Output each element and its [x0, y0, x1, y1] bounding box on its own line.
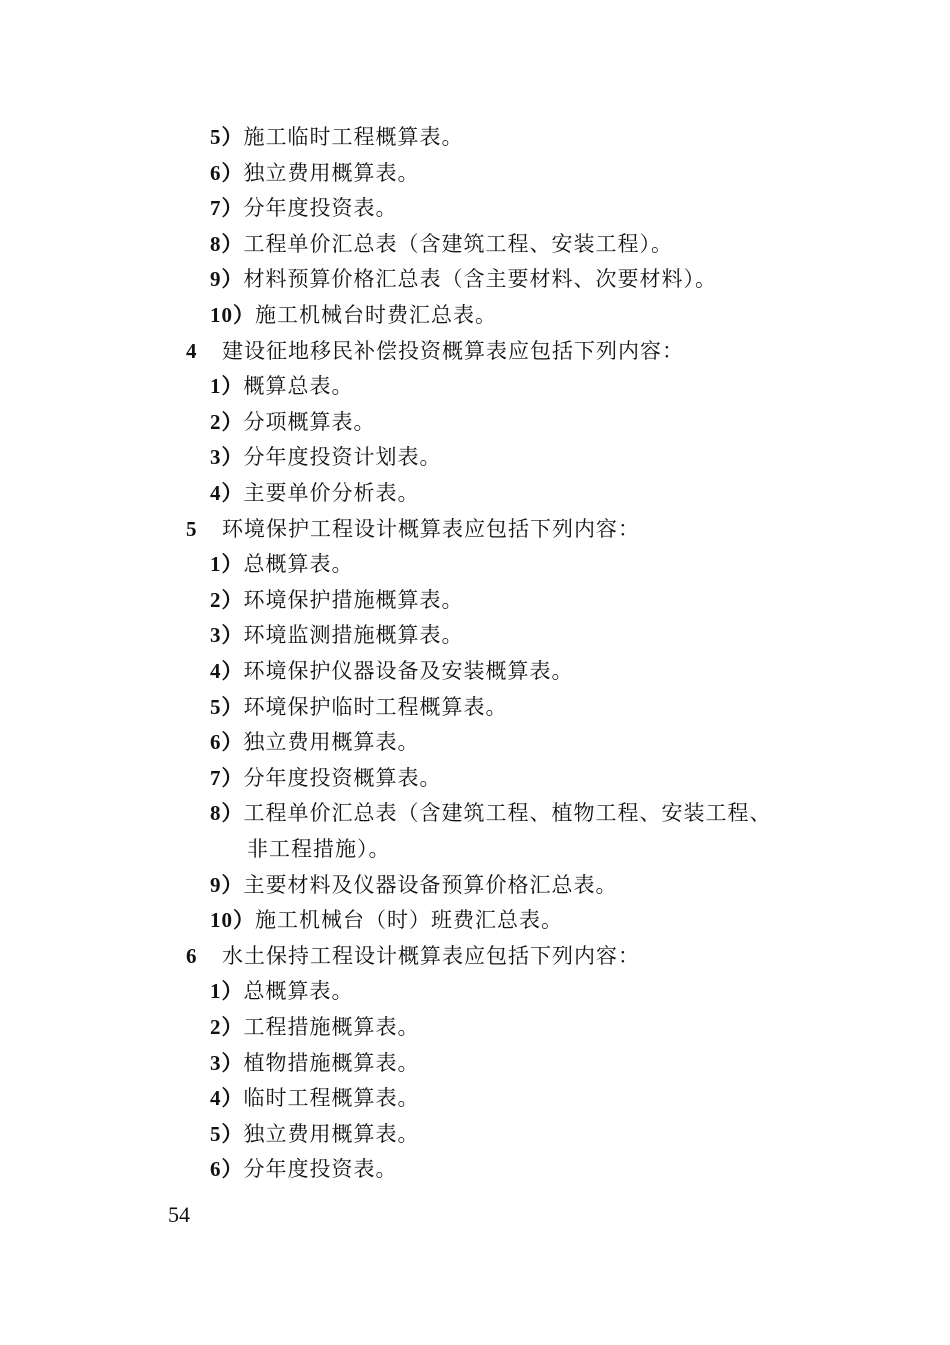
list-text: 主要单价分析表。 [243, 481, 420, 505]
list-item [210, 442, 442, 472]
list-text: 工程单价汇总表（含建筑工程、植物工程、安装工程、 [243, 801, 772, 825]
list-item [210, 1083, 420, 1113]
list-number: 6） [210, 161, 244, 185]
list-number: 10） [210, 908, 255, 932]
list-text: 植物措施概算表。 [243, 1051, 420, 1075]
list-number: 4） [210, 481, 244, 505]
list-item [210, 371, 354, 401]
list-item [210, 264, 717, 294]
list-number: 5 [186, 517, 198, 541]
list-item [210, 193, 398, 223]
section-heading [186, 941, 640, 971]
list-text: 概算总表。 [243, 374, 354, 398]
list-item [210, 585, 464, 615]
list-item [210, 656, 574, 686]
list-number: 10） [210, 303, 255, 327]
list-text: 分项概算表。 [243, 410, 376, 434]
list-text: 施工机械台时费汇总表。 [255, 303, 497, 327]
list-text: 临时工程概算表。 [243, 1086, 420, 1110]
list-text: 分年度投资表。 [243, 196, 398, 220]
page-number: 54 [168, 1202, 190, 1227]
list-number: 1） [210, 552, 244, 576]
list-number: 7） [210, 766, 244, 790]
list-text: 环境监测措施概算表。 [243, 623, 464, 647]
list-item [210, 905, 563, 935]
list-text: 建设征地移民补偿投资概算表应包括下列内容： [222, 339, 684, 363]
list-number: 4） [210, 659, 244, 683]
list-number: 1） [210, 374, 244, 398]
list-item [210, 158, 420, 188]
list-number: 2） [210, 588, 244, 612]
list-text: 独立费用概算表。 [243, 1122, 420, 1146]
list-item [210, 122, 464, 152]
list-number: 5） [210, 125, 244, 149]
list-text: 环境保护措施概算表。 [243, 588, 464, 612]
list-number: 6 [186, 944, 198, 968]
list-number: 2） [210, 410, 244, 434]
section-heading [186, 514, 640, 544]
list-item [210, 870, 618, 900]
list-number: 8） [210, 801, 244, 825]
list-item [210, 1154, 398, 1184]
list-text: 非工程措施）。 [247, 837, 391, 861]
list-text: 独立费用概算表。 [243, 730, 420, 754]
list-text: 分年度投资计划表。 [243, 445, 442, 469]
list-number: 3） [210, 445, 244, 469]
list-item [210, 478, 420, 508]
list-text: 材料预算价格汇总表（含主要材料、次要材料）。 [243, 267, 717, 291]
list-item [210, 1119, 420, 1149]
list-number: 9） [210, 267, 244, 291]
list-text: 环境保护临时工程概算表。 [243, 695, 508, 719]
list-text: 独立费用概算表。 [243, 161, 420, 185]
list-item-continuation [247, 834, 391, 864]
list-number: 3） [210, 623, 244, 647]
list-text: 总概算表。 [243, 979, 354, 1003]
list-item [210, 549, 354, 579]
list-number: 7） [210, 196, 244, 220]
list-text: 环境保护仪器设备及安装概算表。 [243, 659, 574, 683]
list-text: 环境保护工程设计概算表应包括下列内容： [222, 517, 640, 541]
list-number: 5） [210, 695, 244, 719]
list-number: 6） [210, 1157, 244, 1181]
list-item [210, 1012, 420, 1042]
list-number: 8） [210, 232, 244, 256]
list-text: 分年度投资概算表。 [243, 766, 442, 790]
list-item [210, 763, 442, 793]
list-item [210, 727, 420, 757]
list-item [210, 620, 464, 650]
list-item [210, 798, 772, 828]
list-number: 4） [210, 1086, 244, 1110]
list-number: 5） [210, 1122, 244, 1146]
list-number: 9） [210, 873, 244, 897]
list-item [210, 407, 376, 437]
list-text: 分年度投资表。 [243, 1157, 398, 1181]
list-item [210, 229, 673, 259]
list-item [210, 976, 354, 1006]
list-text: 工程措施概算表。 [243, 1015, 420, 1039]
list-number: 1） [210, 979, 244, 1003]
list-text: 主要材料及仪器设备预算价格汇总表。 [243, 873, 618, 897]
list-number: 3） [210, 1051, 244, 1075]
list-number: 4 [186, 339, 198, 363]
list-number: 6） [210, 730, 244, 754]
list-number: 2） [210, 1015, 244, 1039]
list-text: 施工临时工程概算表。 [243, 125, 464, 149]
list-item [210, 300, 497, 330]
list-text: 工程单价汇总表（含建筑工程、安装工程）。 [243, 232, 673, 256]
list-item [210, 692, 508, 722]
list-item [210, 1048, 420, 1078]
list-text: 总概算表。 [243, 552, 354, 576]
section-heading [186, 336, 684, 366]
list-text: 施工机械台（时）班费汇总表。 [255, 908, 563, 932]
list-text: 水土保持工程设计概算表应包括下列内容： [222, 944, 640, 968]
